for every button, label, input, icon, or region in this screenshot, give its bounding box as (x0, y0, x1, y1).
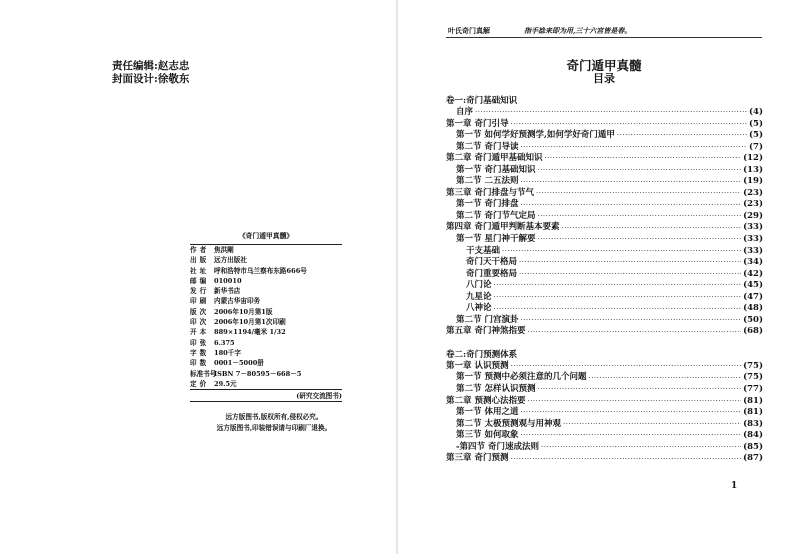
toc-entry-page: (19) (743, 176, 763, 187)
toc-leader-dots (520, 407, 741, 418)
cip-row (190, 338, 342, 348)
toc-entry-page: (45) (743, 280, 763, 291)
toc-entry[interactable] (446, 199, 763, 211)
toc-entry[interactable] (446, 315, 763, 327)
toc-entry[interactable] (446, 176, 763, 188)
cip-row-label: 字数 (190, 348, 210, 357)
toc-entry[interactable] (446, 384, 763, 396)
toc-entry[interactable] (446, 211, 763, 223)
cip-row-value: ISBN 7－80595－668－5 (214, 369, 302, 378)
toc-entry-page: (83) (743, 418, 763, 429)
cip-row-label: 印数 (190, 359, 210, 368)
toc-entry-label: 第三章 奇门排盘与节气 (446, 187, 534, 198)
table-of-contents (446, 95, 763, 465)
cip-row (190, 255, 342, 265)
cip-row (190, 276, 342, 286)
cip-data-block (190, 230, 342, 402)
toc-leader-dots (561, 223, 741, 234)
cip-row (190, 296, 342, 306)
toc-entry-page: (75) (743, 360, 763, 371)
cip-rows (190, 245, 342, 389)
toc-entry-label: 第一节 奇门排盘 (456, 199, 519, 210)
cip-title: 《奇门遁甲真髓》 (238, 232, 294, 240)
toc-leader-dots (494, 304, 742, 315)
toc-entry[interactable] (446, 142, 763, 154)
cip-row-label: 作者 (190, 246, 210, 254)
toc-leader-dots (537, 384, 741, 395)
toc-entry-page: (48) (743, 303, 763, 314)
toc-entry-page: (81) (743, 407, 763, 418)
toc-leader-dots (520, 430, 741, 441)
cip-row-value: 呼和浩特市乌兰察布东路666号 (214, 266, 307, 275)
cip-row-label: 标准书号 (190, 369, 217, 378)
toc-entry[interactable] (446, 442, 763, 454)
toc-entry-label: 第二节 门宫演卦 (456, 314, 519, 325)
toc-part-heading (446, 95, 763, 107)
toc-entry[interactable] (446, 130, 763, 142)
toc-entry[interactable] (446, 257, 763, 269)
cip-row-value: 180千字 (214, 348, 241, 357)
toc-leader-dots (544, 153, 741, 164)
toc-entry-label: 第一章 认识预测 (446, 360, 509, 371)
toc-entry-label: 第二节 二五法则 (456, 176, 519, 187)
toc-entry-page: (33) (743, 245, 763, 256)
cip-bottom-rule (190, 389, 342, 390)
toc-leader-dots (537, 234, 741, 245)
toc-entry[interactable] (446, 234, 763, 246)
cip-row-label: 定价 (190, 379, 210, 388)
toc-leader-dots (537, 211, 741, 222)
toc-entry-page: (87) (743, 453, 763, 464)
toc-entry-page: (23) (743, 187, 763, 198)
cip-row-label: 印张 (190, 338, 210, 347)
toc-entry[interactable] (446, 246, 763, 258)
toc-entry-page: (81) (743, 395, 763, 406)
toc-entry-label: 第一节 如何学好预测学,如何学好奇门遁甲 (456, 130, 615, 141)
toc-entry-page: (13) (743, 164, 763, 175)
toc-entry-page: (23) (743, 199, 763, 210)
toc-leader-dots (494, 292, 742, 303)
cip-row-label: 出版 (190, 256, 210, 265)
toc-entry-label: 第二章 预测心法指要 (446, 395, 526, 406)
toc-entry[interactable] (446, 361, 763, 373)
cip-row (190, 379, 342, 389)
toc-entry-label: 第一节 奇门基础知识 (456, 164, 536, 175)
toc-leader-dots (519, 269, 741, 280)
toc-leader-dots (563, 419, 741, 430)
toc-entry-page: (7) (749, 141, 763, 152)
toc-leader-dots (510, 119, 747, 130)
toc-entry[interactable] (446, 188, 763, 200)
toc-entry-label: 九星论 (466, 291, 492, 302)
toc-entry[interactable] (446, 407, 763, 419)
toc-entry-label: 第五章 奇门神煞指要 (446, 326, 526, 337)
cover-design-credit: 封面设计:徐敬东 (112, 73, 190, 85)
book-title: 奇门遁甲真髓 (566, 58, 642, 73)
toc-leader-dots (520, 142, 747, 153)
toc-entry[interactable] (446, 430, 763, 442)
cip-row-label: 社址 (190, 266, 210, 275)
cip-row-label: 发行 (190, 287, 210, 296)
toc-entry[interactable] (446, 326, 763, 338)
cip-row (190, 369, 342, 379)
toc-entry-page: (47) (743, 291, 763, 302)
credits-block (112, 60, 189, 86)
toc-entry-page: (5) (749, 130, 763, 141)
running-header (446, 24, 762, 38)
toc-leader-dots (510, 361, 741, 372)
toc-entry[interactable] (446, 292, 763, 304)
cip-row-value: 焦洪剛 (214, 246, 234, 254)
editor-credit: 责任编辑:赵志忠 (112, 60, 190, 72)
notice-line: 远方版图书,版权所有,侵权必究。 (225, 413, 323, 421)
toc-entry-label: 卷一:奇门基础知识 (446, 96, 518, 106)
toc-entry-page: (68) (743, 326, 763, 337)
toc-entry-label: -第四节 奇门速成法则 (456, 441, 539, 452)
running-header-title: 叶氏奇门真解 (448, 26, 490, 35)
toc-entry-label: 第二章 奇门遁甲基础知识 (446, 153, 543, 164)
toc-entry-page: (4) (749, 107, 763, 117)
cip-row (190, 286, 342, 296)
toc-entry-label: 第三节 如何取象 (456, 430, 519, 441)
cip-row-value: 2006年10月第1次印刷 (214, 318, 286, 327)
toc-entry-label: 八门论 (466, 280, 492, 291)
toc-entry-label: 第四章 奇门遁甲判断基本要素 (446, 222, 560, 233)
cip-row-value: 新华书店 (214, 287, 241, 296)
toc-entry-page: (33) (743, 222, 763, 233)
toc-entry-page: (75) (743, 372, 763, 383)
cip-row-value: 远方出版社 (214, 256, 247, 265)
toc-leader-dots (541, 442, 741, 453)
cip-row (190, 266, 342, 276)
toc-entry-label: 第二节 怎样认识预测 (456, 384, 536, 395)
cip-row-label: 版次 (190, 307, 210, 316)
toc-entry-page: (33) (743, 234, 763, 245)
toc-leader-dots (588, 373, 741, 384)
page-number: 1 (731, 481, 738, 491)
cip-row-value: 29.5元 (214, 379, 237, 388)
cip-row (190, 327, 342, 337)
book-spine (396, 0, 398, 554)
cip-row-value: 0001－5000册 (214, 359, 264, 368)
toc-entry-label: 第二节 太极预测观与用神观 (456, 418, 561, 429)
toc-entry[interactable] (446, 419, 763, 431)
cip-row (190, 245, 342, 255)
toc-leader-dots (475, 107, 747, 118)
toc-entry[interactable] (446, 453, 763, 465)
toc-leader-dots (520, 315, 741, 326)
cip-row-label: 邮编 (190, 276, 210, 285)
cip-row-label: 印次 (190, 318, 210, 327)
toc-entry-page: (84) (743, 430, 763, 441)
toc-entry[interactable] (446, 269, 763, 281)
cip-row (190, 348, 342, 358)
toc-leader-dots (527, 327, 741, 338)
toc-entry-page: (34) (743, 257, 763, 268)
cip-row (190, 307, 342, 317)
cip-end-rule (190, 401, 342, 402)
toc-entry[interactable] (446, 222, 763, 234)
toc-entry[interactable] (446, 280, 763, 292)
cip-row-label: 开本 (190, 328, 210, 337)
toc-entry-page: (85) (743, 441, 763, 452)
cip-series-note: (研究交流图书) (296, 392, 342, 401)
toc-leader-dots (520, 200, 741, 211)
toc-entry-label: 第三章 奇门预测 (446, 453, 509, 464)
cip-row-label: 印刷 (190, 297, 210, 306)
toc-entry-label: 八神论 (466, 303, 492, 314)
toc-entry-page: (5) (749, 118, 763, 129)
cip-row-value: 889×1194/毫米 1/32 (214, 328, 286, 337)
copyright-notice (194, 412, 354, 434)
toc-leader-dots (520, 177, 741, 188)
toc-entry[interactable] (446, 153, 763, 165)
toc-entry[interactable] (446, 165, 763, 177)
toc-entry[interactable] (446, 396, 763, 408)
toc-entry[interactable] (446, 107, 763, 119)
toc-leader-dots (617, 130, 747, 141)
toc-gap (446, 338, 763, 349)
toc-entry-label: 干支基础 (466, 245, 501, 256)
toc-part-heading (446, 349, 763, 361)
toc-entry[interactable] (446, 303, 763, 315)
toc-leader-dots (519, 257, 741, 268)
cip-row-value: 内蒙古华宙印务 (214, 297, 261, 306)
toc-entry[interactable] (446, 119, 763, 131)
toc-entry-page: (42) (743, 268, 763, 279)
toc-leader-dots (494, 280, 742, 291)
cip-row-value: 2006年10月第1版 (214, 307, 273, 316)
toc-entry-page: (50) (743, 314, 763, 325)
toc-entry-page: (29) (743, 210, 763, 221)
toc-entry-label: 奇门天干格局 (466, 257, 518, 268)
toc-heading: 目录 (593, 72, 615, 85)
toc-entry-label: 卷二:奇门预测体系 (446, 349, 518, 360)
toc-entry-label: 第一节 星门神干解要 (456, 234, 536, 245)
toc-entry-label: 第一章 奇门引导 (446, 118, 509, 129)
toc-entry-label: 奇门重要格局 (466, 268, 518, 279)
toc-entry-label: 第一节 预测中必须注意的几个问题 (456, 372, 587, 383)
running-header-motto: 指手捻来即为用,三十六宫皆是春。 (524, 26, 632, 35)
toc-leader-dots (502, 246, 741, 257)
cip-row-value: 010010 (214, 276, 242, 285)
toc-entry-page: (12) (743, 153, 763, 164)
toc-entry-label: 自序 (456, 107, 474, 117)
toc-entry[interactable] (446, 372, 763, 384)
cip-row (190, 317, 342, 327)
cip-row-value: 6.375 (214, 338, 235, 347)
notice-line: 远方版图书,印装错误请与印刷厂退换。 (216, 424, 332, 432)
cip-row (190, 358, 342, 368)
toc-entry-label: 第二节 奇门节气定局 (456, 210, 536, 221)
toc-entry-label: 第一节 体用之道 (456, 407, 519, 418)
toc-leader-dots (510, 454, 741, 465)
toc-leader-dots (537, 165, 741, 176)
toc-leader-dots (536, 188, 741, 199)
toc-entry-label: 第二节 奇门导读 (456, 141, 519, 152)
toc-entry-page: (77) (743, 384, 763, 395)
toc-leader-dots (527, 396, 741, 407)
